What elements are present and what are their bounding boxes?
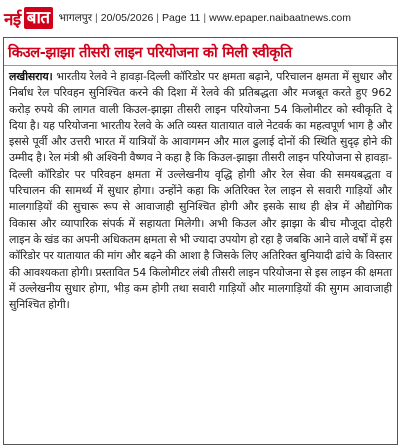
article-clipping: [3, 37, 398, 445]
separator: |: [156, 12, 160, 24]
website-link[interactable]: www.epaper.naibaatnews.com: [209, 12, 351, 24]
article-body: [9, 69, 392, 313]
masthead: [0, 0, 401, 36]
page-number: Page 11: [162, 12, 201, 24]
edition-name: भागलपुर: [58, 12, 92, 24]
article-headline: किउल-झाझा तीसरी लाइन परियोजना को मिली स्वीकृति: [4, 41, 397, 66]
edition-info: [59, 11, 351, 25]
article-dateline: लखीसराय।: [9, 70, 57, 83]
logo-word-nai: नई: [4, 9, 21, 30]
newspaper-logo[interactable]: [4, 4, 59, 32]
logo-word-baat: बात: [24, 7, 53, 29]
separator: |: [95, 12, 98, 24]
edition-date: 20/05/2026: [100, 12, 154, 24]
article-text: भारतीय रेलवे ने हावड़ा-दिल्ली कॉरिडोर पर क्षमता बढ़ाने, परिचालन क्षमता में सुधार और निर्बाध रेल परिवहन सुनिश्चित करने की दिशा में रेलवे की प्रतिबद्धता और मजबूत करते हुए 962 करोड़ रुपये की लागत वाली किउल-झाझा तीसरी लाइन परियोजना 54 किलोमीटर को स्वीकृति दे दिया है। यह परियोजना भारतीय रेलवे के अति व्यस्त यातायात वाले नेटवर्क का महत्वपूर्ण भाग है और इससे पूर्वी और उत्तरी भारत में यात्रियों के आवागमन और माल ढुलाई दोनों की स्थिति सुदृढ़ होने की उम्मीद है। रेल मंत्री श्री अश्विनी वैष्णव ने कहा है कि किउल-झाझा तीसरी लाइन परियोजना से हावड़ा-दिल्ली कॉरिडोर पर परिवहन क्षमता में उल्लेखनीय वृद्धि होगी और रेल सेवा की समयबद्धता व परिचालन की सामर्थ्य में सुधार होगा। उन्होंने कहा कि अतिरिक्त रेल लाइन से सवारी गाड़ियों और मालगाड़ियों की सुचारू रूप से आवाजाही सुनिश्चित होगी और इसके साथ ही क्षेत्र में औद्योगिक विकास और व्यापारिक संपर्क में सहायता मिलेगी। अभी किउल और झाझा के बीच मौजूदा दोहरी लाइन के खंड का अपनी अधिकतम क्षमता से भी ज्यादा उपयोग हो रहा है जबकि आने वाले वर्षों में इस कॉरिडोर पर यातायात की मांग और बढ़ने की आशा है जिसके लिए अतिरिक्त बुनियादी ढांचे के विस्तार की आवश्यकता होगी। प्रस्तावित 54 किलोमीटर लंबी तीसरी लाइन परियोजना से इस लाइन की क्षमता में उल्लेखनीय सुधार होगा, भीड़ कम होगी तथा सवारी गाड़ियों और मालगाड़ियों की सुगम आवाजाही सुनिश्चित होगी।: [9, 70, 392, 312]
separator: |: [203, 12, 207, 24]
